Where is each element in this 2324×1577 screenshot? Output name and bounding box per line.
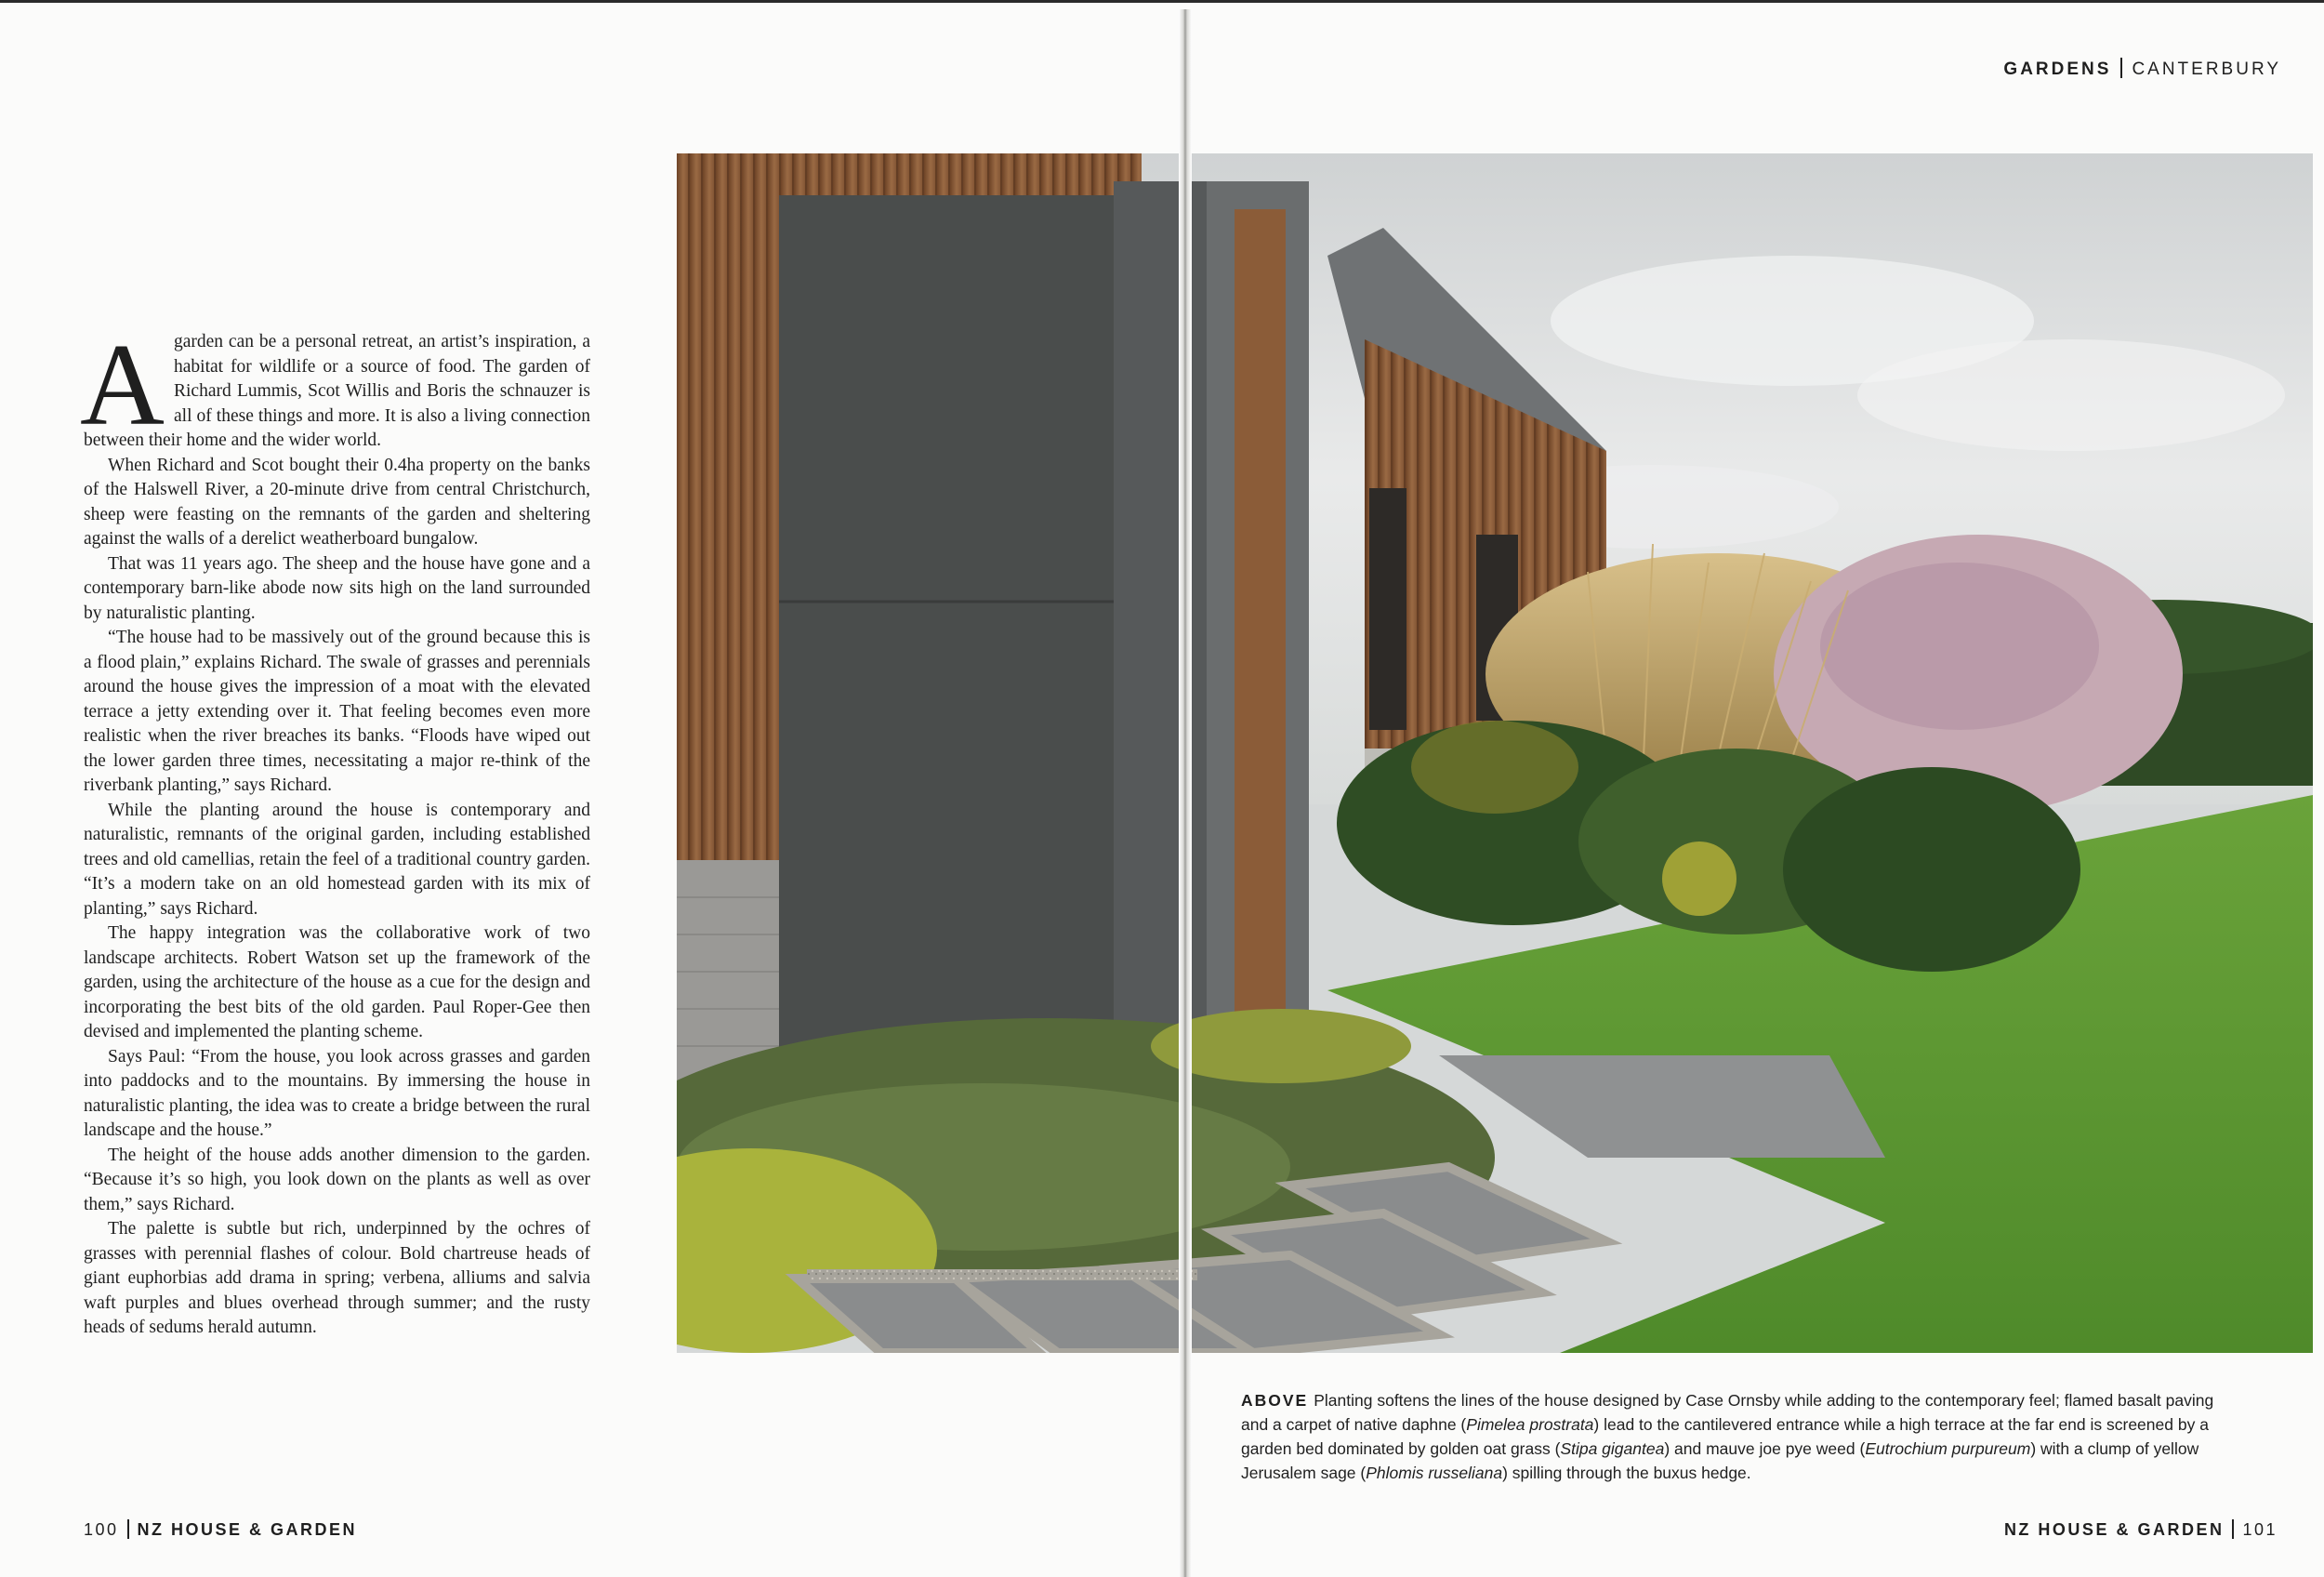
paragraph-8: The height of the house adds another dimension to the garden. “Because it’s so high, you look down on the plants as well as over them,” says Richard. [84,1145,590,1214]
paragraph-1 [80,321,590,454]
caption-text-5: ) spilling through the buxus hedge. [1502,1464,1751,1482]
paving-terrace [1439,1055,1885,1158]
right-page-number: 101 [2242,1520,2278,1539]
left-page-number: 100 [84,1520,119,1539]
running-header [2003,58,2281,80]
top-edge [0,0,2324,3]
entrance-side [1114,181,1207,1079]
left-folio-divider [127,1519,129,1539]
section-label: GARDENS [2003,60,2112,79]
caption-botanical-4: Phlomis russeliana [1366,1464,1503,1482]
left-magazine-name: NZ HOUSE & GARDEN [137,1520,358,1539]
right-folio-divider [2232,1519,2234,1539]
garden-photo [677,153,2313,1353]
caption-botanical-1: Pimelea prostrata [1466,1415,1594,1434]
drop-cap: A [80,321,165,450]
left-folio [84,1519,357,1540]
paragraph-3: That was 11 years ago. The sheep and the house have gone and a contemporary barn-like abode now sits high on the land surrounded by naturalistic planting. [84,553,590,623]
paragraph-4: “The house had to be massively out of the ground because this is a flood plain,” explains Richard. The swale of grasses and perennials around the house gives the impression of a moat with the elevated terrace a jetty extending over it. That feeling becomes even more realistic when the river breaches its banks. “Floods have wiped out the lower garden three times, necessitating a major re-think of the riverbank planting,” says Richard. [84,628,590,795]
paragraph-7: Says Paul: “From the house, you look across grasses and garden into paddocks and to the mountains. By immersing the house in naturalistic planting, the idea was to create a bridge between the rural landscape and the house.” [84,1046,590,1140]
header-divider [2120,58,2122,78]
paragraph-5: While the planting around the house is contemporary and naturalistic, remnants of the original garden, including established trees and old camellias, retain the feel of a traditional country garden. “It’s a modern take on an old homestead garden with its mix of planting,” says Richard. [84,800,590,919]
buxus-hedge-3 [1783,767,2080,972]
spine-gutter [1179,9,1192,1577]
caption-text-4: ) with a clump of yellow Jerusalem sage ( [1241,1439,2199,1482]
caption-text-1: Planting softens the lines of the house designed by Case Ornsby while adding to the contemporary feel; flamed basalt paving and a carpet of native daphne ( [1241,1391,2214,1434]
paragraph-9: The palette is subtle but rich, underpinned by the ochres of grasses with perennial flashes of colour. Bold chartreuse heads of giant euphorbias add drama in spring; verbena, alliums and salvia waft purples and blues overhead through summer; and the rusty heads of sedums herald autumn. [84,1219,590,1337]
photo-caption [1241,1388,2226,1485]
region-label: CANTERBURY [2132,60,2281,79]
paragraph-1-text: garden can be a personal retreat, an artist’s inspiration, a habitat for wildlife or a source of food. The garden of Richard Lummis, Scot Willis and Boris the schnauzer is all of these things and more. It is also a living connection between their home and the wider world. [84,332,590,450]
caption-text-3: ) and mauve joe pye weed ( [1664,1439,1866,1458]
article-body [80,321,590,1341]
right-magazine-name: NZ HOUSE & GARDEN [2003,1520,2225,1539]
caption-botanical-3: Eutrochium purpureum [1865,1439,2031,1458]
garden-photo-illustration [677,153,2313,1353]
caption-text-2: ) lead to the cantilevered entrance while a high terrace at the far end is screened by a garden bed dominated by golden oat grass ( [1241,1415,2209,1458]
paragraph-6: The happy integration was the collaborative work of two landscape architects. Robert Watson set up the framework of the garden, using the architecture of the house as a cue for the design and incorporating the best bits of the old garden. Paul Roper-Gee then devised and implemented the planting scheme. [84,923,590,1041]
caption-lead: ABOVE [1241,1391,1309,1410]
caption-botanical-2: Stipa gigantea [1560,1439,1665,1458]
right-folio [2004,1519,2278,1540]
paragraph-2: When Richard and Scot bought their 0.4ha property on the banks of the Halswell River, a 20-minute drive from central Christchurch, sheep were feasting on the remnants of the garden and sheltering against the walls of a derelict weatherboard bungalow. [84,455,590,549]
